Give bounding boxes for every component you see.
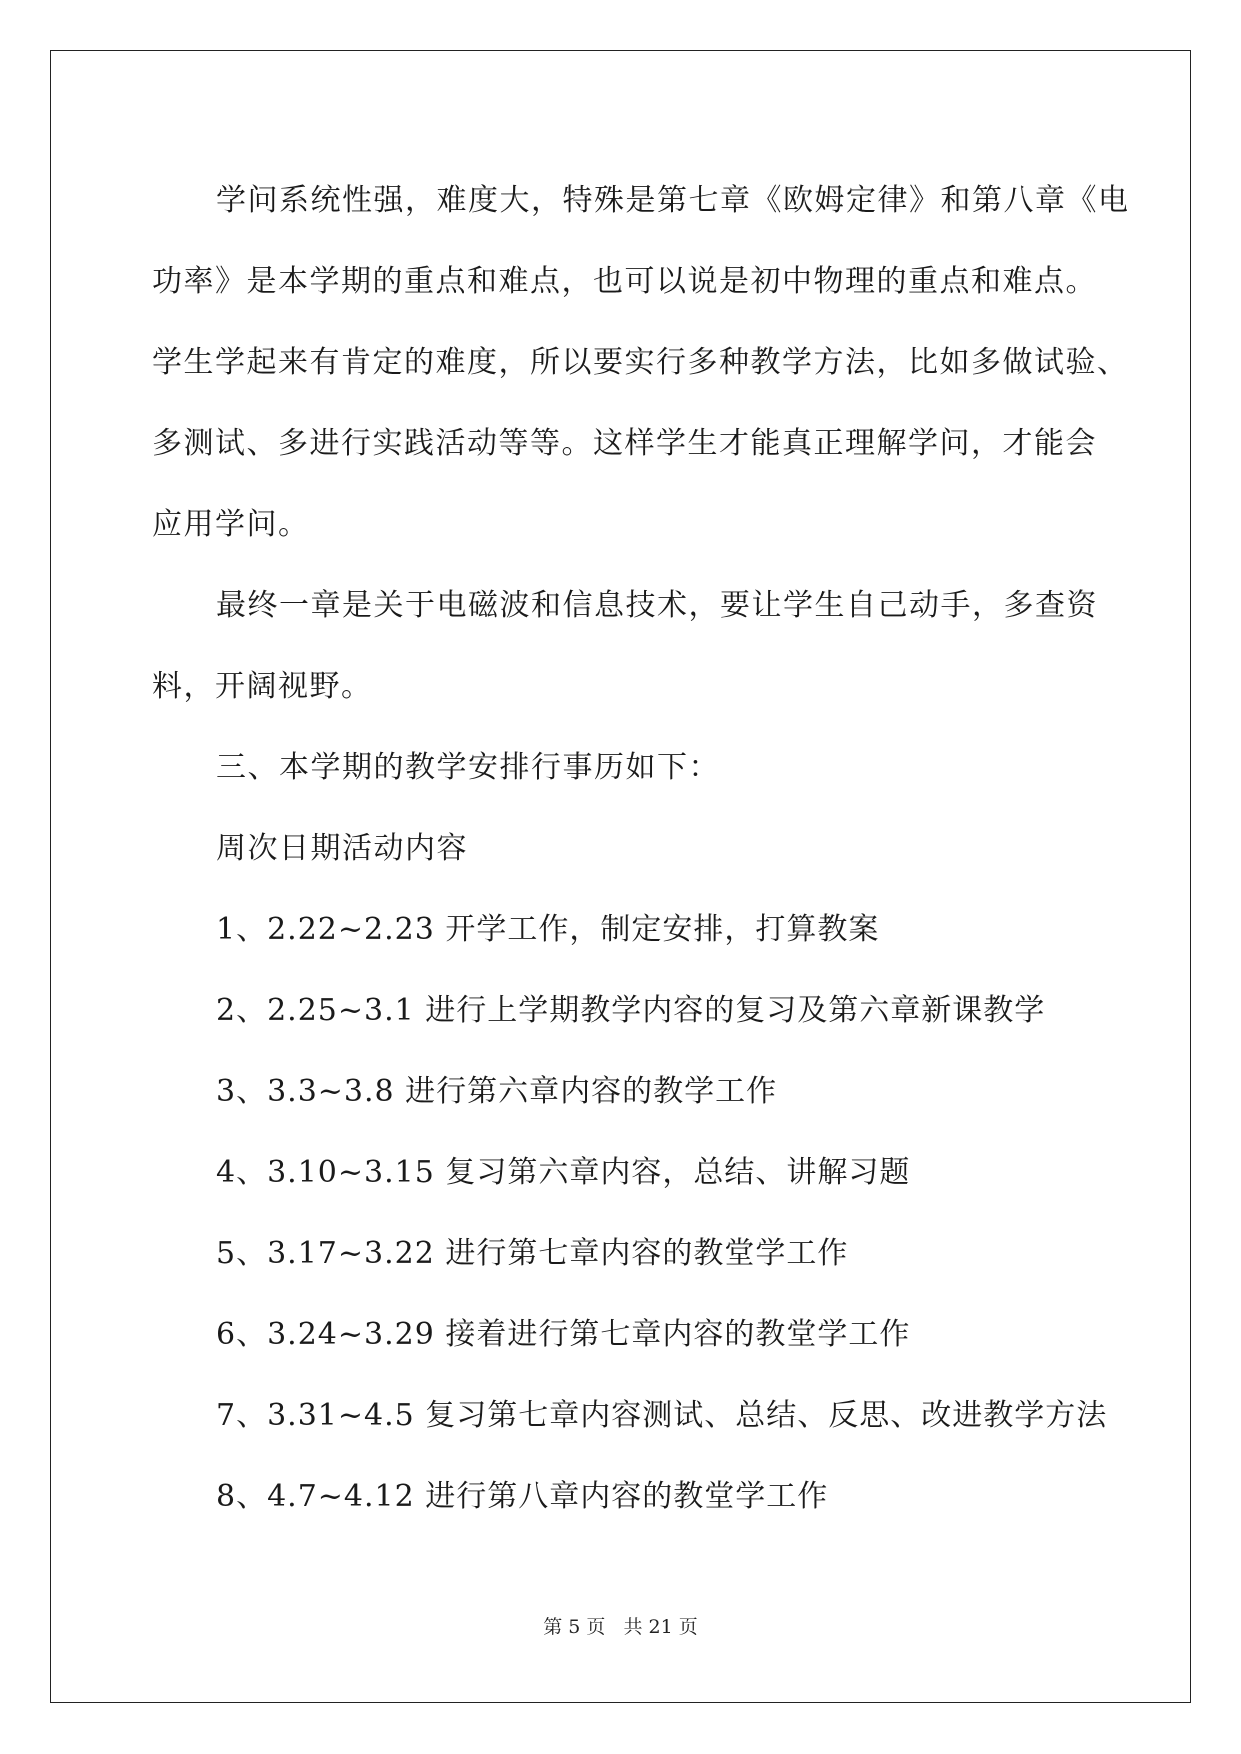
paragraph-line: 应用学问。 [152, 507, 310, 542]
schedule-item: 5、3.17~3.22 进行第七章内容的教堂学工作 [216, 1236, 849, 1271]
schedule-item: 1、2.22~2.23 开学工作，制定安排，打算教案 [216, 912, 880, 947]
section-heading: 三、本学期的教学安排行事历如下： [216, 750, 720, 785]
schedule-item: 6、3.24~3.29 接着进行第七章内容的教堂学工作 [216, 1317, 911, 1352]
schedule-header: 周次日期活动内容 [216, 831, 468, 866]
page-footer [0, 1612, 1241, 1639]
schedule-item: 2、2.25~3.1 进行上学期教学内容的复习及第六章新课教学 [216, 993, 1046, 1028]
schedule-item: 7、3.31~4.5 复习第七章内容测试、总结、反思、改进教学方法 [216, 1398, 1108, 1433]
paragraph-line: 功率》是本学期的重点和难点，也可以说是初中物理的重点和难点。 [152, 264, 1097, 299]
paragraph-line: 最终一章是关于电磁波和信息技术，要让学生自己动手，多查资 [216, 588, 1098, 623]
schedule-item: 8、4.7~4.12 进行第八章内容的教堂学工作 [216, 1479, 829, 1514]
paragraph-line: 学问系统性强，难度大，特殊是第七章《欧姆定律》和第八章《电 [216, 183, 1130, 218]
page-number: 第 5 页 [543, 1616, 606, 1638]
schedule-item: 3、3.3~3.8 进行第六章内容的教学工作 [216, 1074, 778, 1109]
schedule-item: 4、3.10~3.15 复习第六章内容，总结、讲解习题 [216, 1155, 911, 1190]
page-total: 共 21 页 [623, 1616, 698, 1638]
document-body [152, 160, 1130, 1537]
paragraph-line: 学生学起来有肯定的难度，所以要实行多种教学方法，比如多做试验、 [152, 345, 1129, 380]
paragraph-line: 多测试、多进行实践活动等等。这样学生才能真正理解学问，才能会 [152, 426, 1097, 461]
paragraph-line: 料，开阔视野。 [152, 669, 373, 704]
